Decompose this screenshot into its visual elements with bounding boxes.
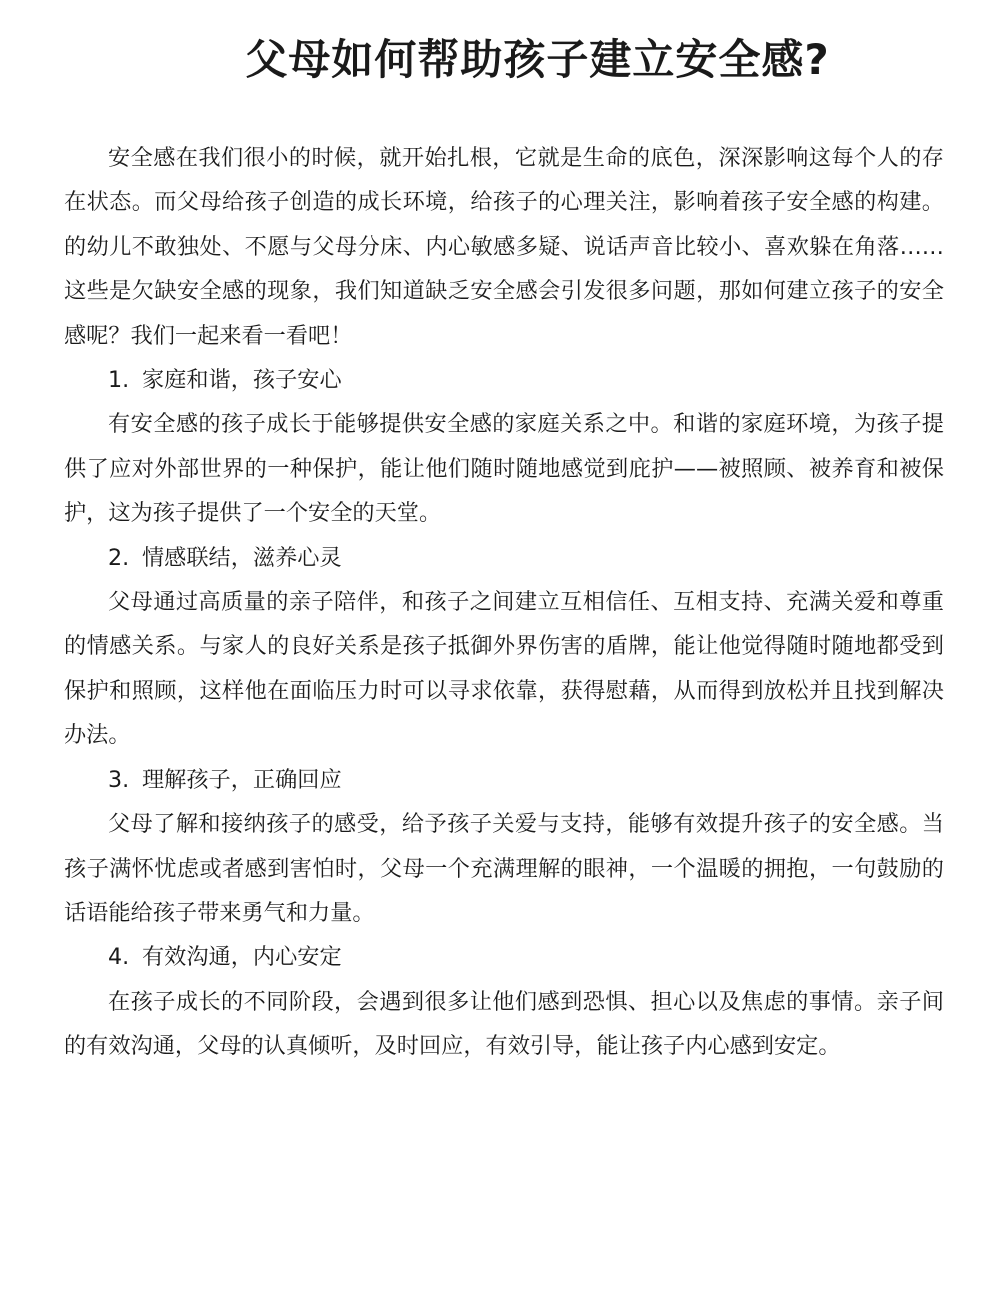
section-body-3: 父母了解和接纳孩子的感受，给予孩子关爱与支持，能够有效提升孩子的安全感。当孩子满怀忧虑或者感到害怕时，父母一个充满理解的眼神，一个温暖的拥抱，一句鼓励的话语能给孩子带来勇气和力量。: [64, 811, 944, 926]
section-number-3: 3.: [108, 766, 130, 793]
section-body-1: 有安全感的孩子成长于能够提供安全感的家庭关系之中。和谐的家庭环境，为孩子提供了应对外部世界的一种保护，能让他们随时随地感觉到庇护——被照顾、被养育和被保护，这为孩子提供了一个安全的天堂。: [64, 411, 944, 527]
section-body-4: 在孩子成长的不同阶段，会遇到很多让他们感到恐惧、担心以及焦虑的事情。亲子间的有效沟通，父母的认真倾听，及时回应，有效引导，能让孩子内心感到安定。: [64, 988, 944, 1060]
section-heading-text-2: 情感联结，滋养心灵: [142, 544, 342, 571]
section-heading-text-4: 有效沟通，内心安定: [142, 944, 342, 971]
section-heading-text-1: 家庭和谐，孩子安心: [142, 367, 342, 394]
section-heading-1: [64, 358, 944, 402]
section-heading-3: [64, 758, 944, 802]
section-number-4: 4.: [108, 944, 130, 971]
section-number-2: 2.: [108, 544, 130, 571]
section-heading-2: [64, 536, 944, 580]
section-body-2: 父母通过高质量的亲子陪伴，和孩子之间建立互相信任、互相支持、充满关爱和尊重的情感关系。与家人的良好关系是孩子抵御外界伤害的盾牌，能让他觉得随时随地都受到保护和照顾，这样他在面临压力时可以寻求依靠，获得慰藉，从而得到放松并且找到解决办法。: [64, 589, 944, 749]
section-heading-text-3: 理解孩子，正确回应: [142, 766, 342, 793]
intro-paragraph: 安全感在我们很小的时候，就开始扎根，它就是生命的底色，深深影响这每个人的存在状态。而父母给孩子创造的成长环境，给孩子的心理关注，影响着孩子安全感的构建。的幼儿不敢独处、不愿与父母分床、内心敏感多疑、说话声音比较小、喜欢躲在角落……这些是欠缺安全感的现象，我们知道缺乏安全感会引发很多问题，那如何建立孩子的安全感呢？我们一起来看一看吧！: [64, 145, 944, 349]
document-body: [64, 136, 944, 1069]
section-heading-4: [64, 935, 944, 979]
document-title: 父母如何帮助孩子建立安全感?: [245, 35, 830, 84]
section-number-1: 1.: [108, 367, 130, 394]
